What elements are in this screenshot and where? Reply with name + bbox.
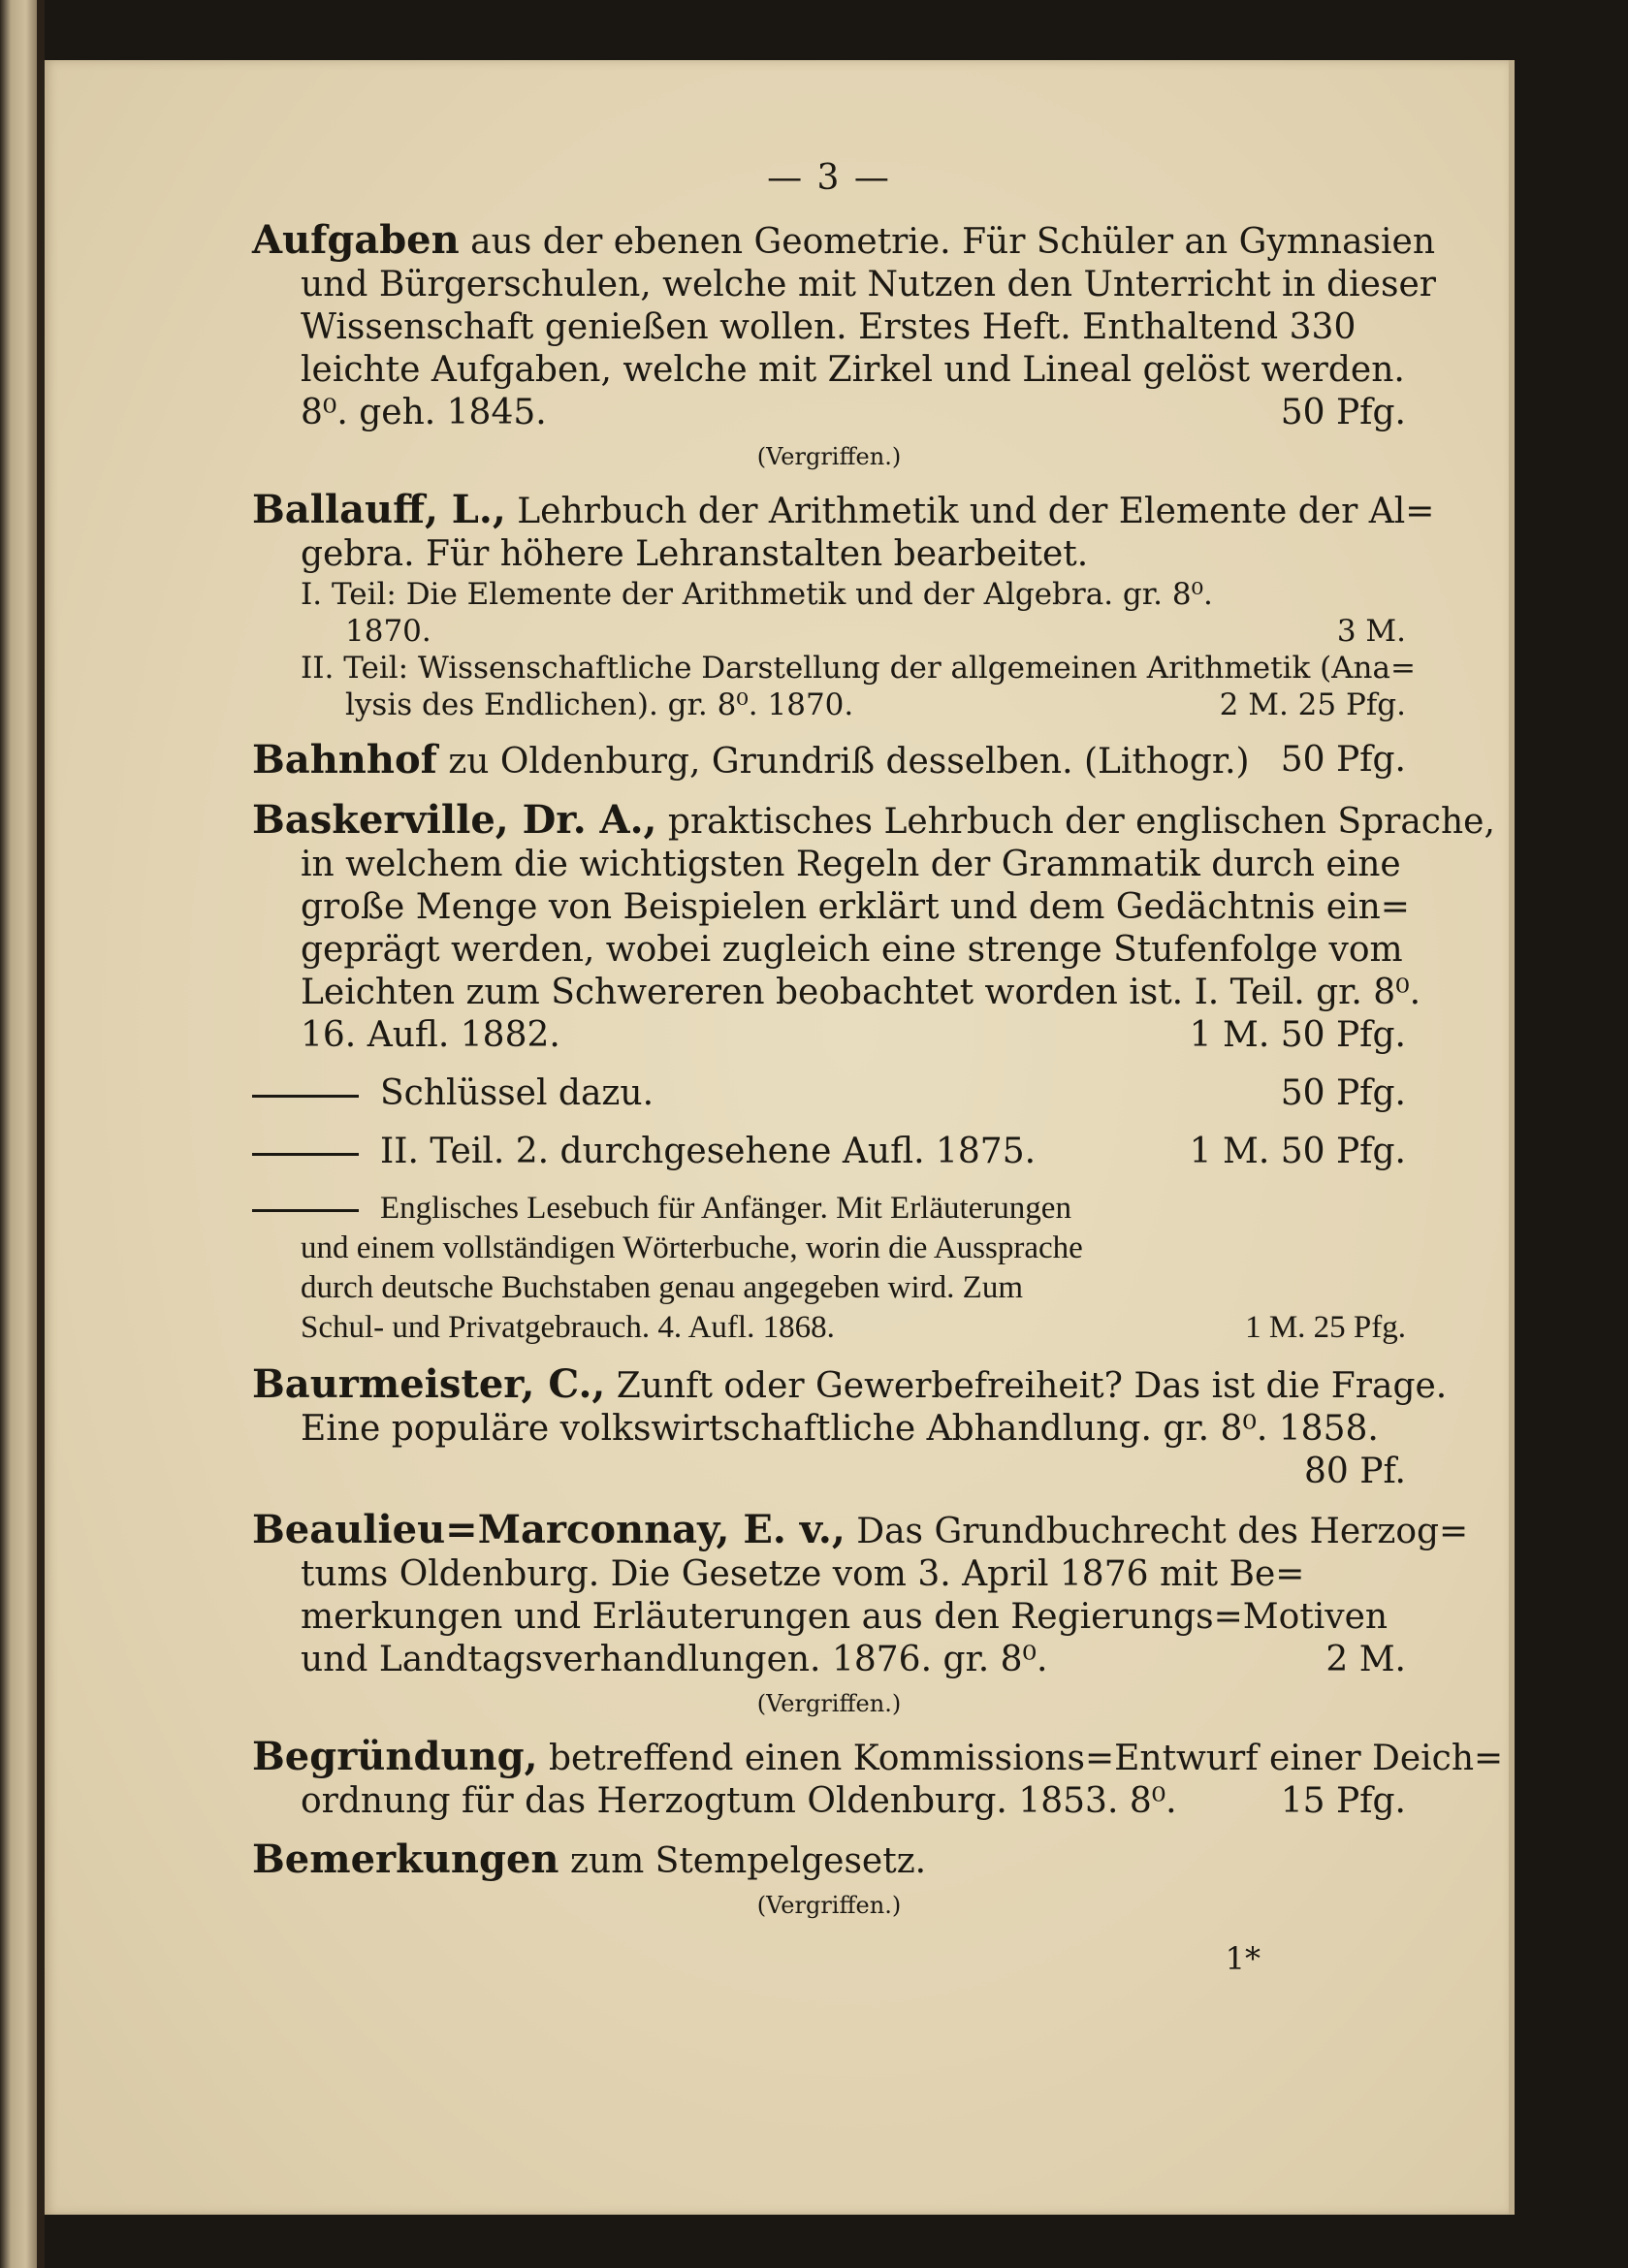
entry-price xyxy=(1436,264,1459,306)
ditto-dash xyxy=(252,1095,359,1098)
entry-price xyxy=(1416,650,1439,687)
signature-mark: 1* xyxy=(1225,1940,1261,1977)
page-number: — 3 — xyxy=(767,158,891,198)
entry-line xyxy=(252,349,1406,392)
entry-lead-term: Aufgaben xyxy=(252,217,460,263)
catalog-entries xyxy=(252,217,1504,1922)
entry-line-text xyxy=(252,219,1435,264)
entry-text: große Menge von Beispielen erklärt und dem Gedächtnis ein= xyxy=(301,887,1410,927)
entry-line xyxy=(252,1131,1406,1173)
entry-price: 50 Pfg. xyxy=(1280,740,1406,780)
entry-price: 80 Pf. xyxy=(1304,1452,1406,1491)
entry-lead-term: Baurmeister, C., xyxy=(252,1361,606,1407)
entry-line-text xyxy=(301,349,1405,392)
entry-line-text xyxy=(301,1408,1379,1451)
entry-line xyxy=(252,1734,1504,1780)
catalog-entry xyxy=(252,1734,1504,1823)
entry-line-text xyxy=(301,972,1421,1014)
entry-price xyxy=(1495,799,1518,844)
entry-price: 2 M. 25 Pfg. xyxy=(1219,687,1406,722)
entry-line xyxy=(252,1553,1406,1596)
entry-line xyxy=(252,217,1436,264)
entry-line-text xyxy=(301,1308,835,1348)
entry-price xyxy=(1403,929,1426,972)
out-of-print-note: (Vergriffen.) xyxy=(756,1892,902,1919)
entry-subpart-line xyxy=(252,650,1416,687)
catalog-entry xyxy=(252,739,1406,783)
entry-line xyxy=(252,1838,1406,1883)
entry-line-text xyxy=(301,844,1401,886)
entry-price xyxy=(1435,219,1458,264)
entry-price xyxy=(1383,576,1406,613)
entry-price xyxy=(1410,886,1433,929)
entry-subpart-line xyxy=(252,576,1406,613)
book-page xyxy=(45,60,1515,2215)
entry-line-text xyxy=(252,1189,1071,1229)
entry-lead-term: Baskerville, Dr. A., xyxy=(252,797,657,843)
entry-line xyxy=(252,1308,1406,1348)
entry-text: Zunft oder Gewerbefreiheit? Das ist die Frage. xyxy=(616,1366,1448,1406)
entry-price xyxy=(1503,1736,1526,1780)
entry-line-text xyxy=(252,1838,926,1883)
entry-text: leichte Aufgaben, welche mit Zirkel und Lineal gelöst werden. xyxy=(301,350,1405,390)
entry-subparts xyxy=(252,576,1416,723)
entry-lead-term: Bemerkungen xyxy=(252,1837,559,1882)
entry-line-text xyxy=(252,739,1250,783)
entry-lead-term: Bahnhof xyxy=(252,737,437,783)
entry-price xyxy=(1401,844,1424,886)
entry-line-text xyxy=(301,1596,1388,1639)
entry-text: Schlüssel dazu. xyxy=(380,1073,654,1113)
entry-text: 8⁰. geh. 1845. xyxy=(301,393,547,432)
entry-text: durch deutsche Buchstaben genau angegeben wird. Zum xyxy=(301,1270,1023,1305)
entry-lead-term: Beaulieu=Marconnay, E. v., xyxy=(252,1507,846,1552)
catalog-entry xyxy=(252,1131,1406,1173)
entry-price xyxy=(1447,1363,1470,1408)
catalog-entry xyxy=(252,1189,1406,1348)
entry-line xyxy=(252,264,1436,306)
entry-line-text xyxy=(301,306,1356,349)
ditto-dash xyxy=(252,1209,359,1212)
entry-line xyxy=(252,739,1406,783)
entry-text: geprägt werden, wobei zugleich eine strenge Stufenfolge vom xyxy=(301,930,1403,970)
entry-text: tums Oldenburg. Die Gesetze vom 3. April 1876 mit Be= xyxy=(301,1554,1305,1594)
entry-text: praktisches Lehrbuch der englischen Sprache, xyxy=(667,802,1495,842)
entry-price xyxy=(1383,1229,1406,1268)
entry-text: Eine populäre volkswirtschaftliche Abhandlung. gr. 8⁰. 1858. xyxy=(301,1409,1379,1449)
entry-line-text xyxy=(301,1553,1304,1596)
entry-price: 15 Pfg. xyxy=(1280,1781,1406,1821)
entry-line xyxy=(252,1639,1406,1681)
entry-text: I. Teil: Die Elemente der Arithmetik und der Algebra. gr. 8⁰. xyxy=(301,577,1213,612)
book-gutter xyxy=(37,0,45,2268)
entry-line xyxy=(252,1408,1406,1451)
entry-line xyxy=(252,1451,1406,1493)
entry-text: merkungen und Erläuterungen aus den Regierungs=Motiven xyxy=(301,1597,1389,1637)
catalog-entry xyxy=(252,1838,1406,1922)
entry-text: zu Oldenburg, Grundriß desselben. (Lithogr.) xyxy=(448,742,1250,782)
entry-price xyxy=(1383,533,1406,576)
entry-text: betreffend einen Kommissions=Entwurf einer Deich= xyxy=(548,1739,1504,1778)
catalog-entry xyxy=(252,1361,1448,1493)
entry-line-text xyxy=(252,1072,654,1115)
entry-line-text xyxy=(301,886,1410,929)
entry-text: in welchem die wichtigsten Regeln der Grammatik durch eine xyxy=(301,845,1401,884)
entry-line xyxy=(252,1072,1406,1115)
entry-line-text xyxy=(301,929,1403,972)
entry-lead-term: Begründung, xyxy=(252,1734,538,1779)
catalog-entry xyxy=(252,217,1436,473)
entry-price xyxy=(1383,1838,1406,1883)
entry-line xyxy=(252,1780,1406,1823)
left-page-edge xyxy=(0,0,37,2268)
entry-line-text xyxy=(301,1229,1083,1268)
entry-text: Schul- und Privatgebrauch. 4. Aufl. 1868. xyxy=(301,1310,835,1345)
entry-line xyxy=(252,1507,1469,1553)
entry-line xyxy=(252,844,1406,886)
entry-price xyxy=(1383,1553,1406,1596)
entry-text: ordnung für das Herzogtum Oldenburg. 1853. 8⁰. xyxy=(301,1781,1177,1821)
entry-text: 1870. xyxy=(345,614,431,649)
out-of-print-note: (Vergriffen.) xyxy=(756,443,902,470)
entry-line-text xyxy=(252,1736,1503,1780)
entry-price: 3 M. xyxy=(1336,614,1406,649)
catalog-entry xyxy=(252,1507,1469,1720)
entry-price xyxy=(1383,1268,1406,1308)
entry-price: 50 Pfg. xyxy=(1280,393,1406,432)
entry-line xyxy=(252,1014,1406,1057)
entry-line xyxy=(252,1361,1448,1408)
entry-text: aus der ebenen Geometrie. Für Schüler an Gymnasien xyxy=(470,222,1436,262)
entry-text: und Bürgerschulen, welche mit Nutzen den Unterricht in dieser xyxy=(301,265,1436,304)
entry-line-text xyxy=(252,799,1495,844)
entry-text: Lehrbuch der Arithmetik und der Elemente der Al= xyxy=(517,492,1435,531)
entry-text: Wissenschaft genießen wollen. Erstes Heft. Enthaltend 330 xyxy=(301,307,1357,347)
entry-subpart-line xyxy=(252,687,1406,723)
entry-line xyxy=(252,1596,1406,1639)
entry-roman-text xyxy=(252,1189,1406,1348)
entry-price: 1 M. 25 Pfg. xyxy=(1245,1310,1406,1345)
entry-line xyxy=(252,533,1406,576)
entry-text: II. Teil. 2. durchgesehene Aufl. 1875. xyxy=(380,1132,1037,1171)
entry-price xyxy=(1468,1509,1491,1553)
entry-text: lysis des Endlichen). gr. 8⁰. 1870. xyxy=(345,687,854,722)
entry-line-text xyxy=(252,1131,1036,1173)
catalog-entry xyxy=(252,1072,1406,1115)
entry-price: 1 M. 50 Pfg. xyxy=(1189,1015,1406,1055)
entry-text: und Landtagsverhandlungen. 1876. gr. 8⁰. xyxy=(301,1640,1048,1679)
entry-line-text xyxy=(301,264,1436,306)
entry-line-text xyxy=(252,1363,1447,1408)
entry-line-text xyxy=(301,533,1088,576)
entry-price: 50 Pfg. xyxy=(1280,1073,1406,1113)
entry-price xyxy=(1405,349,1428,392)
entry-line xyxy=(252,886,1410,929)
entry-text: gebra. Für höhere Lehranstalten bearbeitet. xyxy=(301,534,1089,574)
entry-text: 16. Aufl. 1882. xyxy=(301,1015,560,1055)
entry-subpart-line xyxy=(252,613,1406,650)
entry-price: 2 M. xyxy=(1325,1640,1406,1679)
entry-line-text xyxy=(301,1780,1177,1823)
entry-text: zum Stempelgesetz. xyxy=(569,1841,927,1881)
entry-line-text xyxy=(301,1268,1023,1308)
entry-text: Englisches Lesebuch für Anfänger. Mit Erläuterungen xyxy=(380,1191,1071,1226)
entry-line xyxy=(252,487,1435,533)
entry-line xyxy=(252,797,1495,844)
entry-text: Das Grundbuchrecht des Herzog= xyxy=(856,1512,1469,1551)
catalog-entry xyxy=(252,797,1495,1057)
entry-price xyxy=(1421,972,1444,1014)
entry-line xyxy=(252,1189,1406,1229)
entry-text: II. Teil: Wissenschaftliche Darstellung der allgemeinen Arithmetik (Ana= xyxy=(301,651,1416,686)
entry-line-text xyxy=(301,1014,560,1057)
ditto-dash xyxy=(252,1153,359,1156)
entry-lead-term: Ballauff, L., xyxy=(252,487,506,532)
entry-line xyxy=(252,1268,1406,1308)
entry-text: und einem vollständigen Wörterbuche, worin die Aussprache xyxy=(301,1230,1083,1265)
entry-line xyxy=(252,972,1421,1014)
entry-line xyxy=(252,1229,1406,1268)
entry-line-text xyxy=(252,489,1434,533)
entry-line-text xyxy=(252,1509,1468,1553)
entry-price xyxy=(1383,1408,1406,1451)
entry-line-text xyxy=(301,1639,1047,1681)
entry-price xyxy=(1388,1596,1411,1639)
entry-price xyxy=(1383,306,1406,349)
entry-line xyxy=(252,929,1406,972)
catalog-entry xyxy=(252,487,1435,723)
entry-price xyxy=(1383,1189,1406,1229)
entry-text: Leichten zum Schwereren beobachtet worden ist. I. Teil. gr. 8⁰. xyxy=(301,973,1421,1012)
entry-price xyxy=(1434,489,1457,533)
entry-line xyxy=(252,392,1406,434)
out-of-print-note: (Vergriffen.) xyxy=(756,1690,902,1717)
entry-line xyxy=(252,306,1406,349)
entry-line-text xyxy=(301,392,547,434)
page-text xyxy=(252,157,1504,1980)
entry-price: 1 M. 50 Pfg. xyxy=(1189,1132,1406,1171)
